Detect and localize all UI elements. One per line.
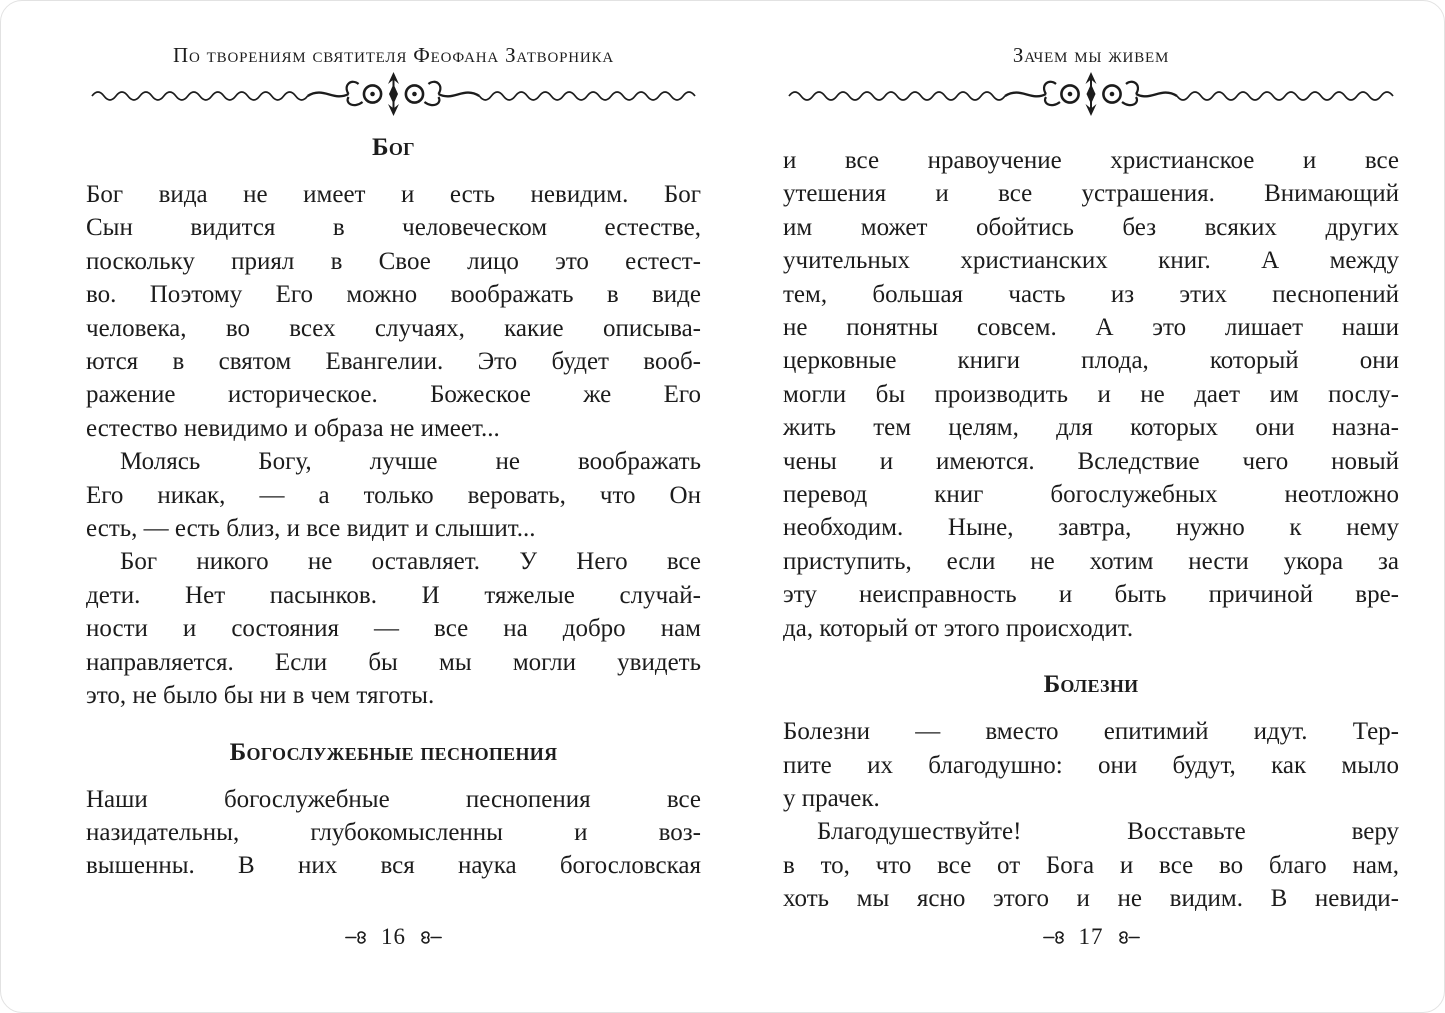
- section-heading: Болезни: [1043, 671, 1139, 699]
- section-heading: Бог: [372, 134, 415, 161]
- text-line: утешения и все устрашения. Внимающий: [783, 180, 1399, 208]
- paragraph: [783, 144, 1399, 645]
- text-line: им может обойтись без всяких других: [783, 213, 1399, 241]
- text-line: Молясь Богу, лучше не воображать: [120, 448, 701, 476]
- text-line: да, который от этого происходит.: [783, 614, 1134, 642]
- text-line: у прачек.: [783, 784, 880, 812]
- text-line: Сын видится в человеческом естестве,: [86, 214, 701, 242]
- page-left: [86, 1, 701, 1012]
- text-line: не понятны совсем. А это лишает наши: [783, 314, 1399, 342]
- divider-ornament-icon: [783, 71, 1399, 117]
- running-head-left: По творениям святителя Феофана Затворника: [173, 43, 614, 67]
- paragraph: [86, 545, 701, 712]
- paragraph: [783, 715, 1399, 815]
- text-line: есть, — есть близ, и все видит и слышит...: [86, 515, 536, 543]
- divider-ornament-icon: [86, 71, 701, 117]
- page-number-fleuron-left-icon: [345, 930, 372, 945]
- text-line: вышенны. В них вся наука богословская: [86, 852, 701, 880]
- text-line: поскольку приял в Свое лицо это естест-: [86, 247, 701, 275]
- text-line: и все нравоучение христианское и все: [783, 147, 1399, 174]
- text-line: человека, во всех случаях, какие описыва-: [86, 314, 701, 342]
- text-line: это, не было бы ни в чем тяготы.: [86, 682, 435, 710]
- text-line: тем, большая часть из этих песнопений: [783, 280, 1399, 308]
- text-line: дети. Нет пасынков. И тяжелые случай-: [86, 581, 701, 609]
- text-line: Его никак, — а только веровать, что Он: [86, 481, 701, 509]
- page-right-footer: [783, 924, 1399, 950]
- page-left-body: [86, 131, 701, 883]
- text-line: Бог никого не оставляет. У Него все: [120, 548, 701, 576]
- text-line: Наши богослужебные песнопения все: [86, 785, 701, 813]
- page-right: [783, 1, 1399, 1012]
- section-heading: Богослужебные песнопения: [229, 738, 558, 766]
- text-line: жить тем целям, для которых они назна-: [783, 414, 1399, 442]
- paragraph: [86, 445, 701, 545]
- running-head-right: Зачем мы живем: [1012, 43, 1170, 67]
- page-number-right: 17: [1078, 924, 1104, 949]
- text-line: естество невидимо и образа не имеет...: [86, 414, 500, 442]
- text-line: приступить, если не хотим нести укора за: [783, 547, 1399, 575]
- text-line: Болезни — вместо епитимий идут. Тер-: [783, 718, 1399, 746]
- text-line: ражение историческое. Божеское же Его: [86, 381, 701, 409]
- page-right-body: [783, 144, 1399, 916]
- text-line: учительных христианских книг. А между: [783, 247, 1399, 275]
- text-line: пите их благодушно: они будут, как мыло: [783, 751, 1399, 779]
- page-number-left: 16: [381, 924, 406, 949]
- text-line: хоть мы ясно этого и не видим. В невиди-: [783, 885, 1399, 913]
- paragraph: [783, 815, 1399, 915]
- text-line: чены и имеются. Вследствие чего новый: [783, 447, 1399, 475]
- text-line: церковные книги плода, который они: [783, 347, 1399, 375]
- text-line: направляется. Если бы мы могли увидеть: [86, 648, 701, 676]
- text-line: необходим. Ныне, завтра, нужно к нему: [783, 514, 1399, 542]
- page-number-fleuron-right-icon: [1113, 930, 1140, 945]
- text-line: назидательны, глубокомысленны и воз-: [86, 818, 701, 846]
- text-line: в то, что все от Бога и все во благо нам,: [783, 851, 1399, 879]
- text-line: ются в святом Евангелии. Это будет вооб-: [86, 348, 701, 376]
- paragraph: [86, 178, 701, 445]
- text-line: могли бы производить и не дает им послу-: [783, 380, 1399, 408]
- paragraph: [86, 783, 701, 883]
- page-left-footer: [86, 924, 701, 950]
- text-line: во. Поэтому Его можно воображать в виде: [86, 281, 701, 309]
- text-line: Благодушествуйте! Восставьте веру: [817, 818, 1399, 846]
- page-number-fleuron-left-icon: [1043, 930, 1070, 945]
- text-line: ности и состояния — все на добро нам: [86, 615, 701, 643]
- text-line: перевод книг богослужебных неотложно: [783, 481, 1399, 509]
- page-number-fleuron-right-icon: [415, 930, 442, 945]
- text-line: Бог вида не имеет и есть невидим. Бог: [86, 181, 701, 208]
- text-line: эту неисправность и быть причиной вре-: [783, 581, 1399, 609]
